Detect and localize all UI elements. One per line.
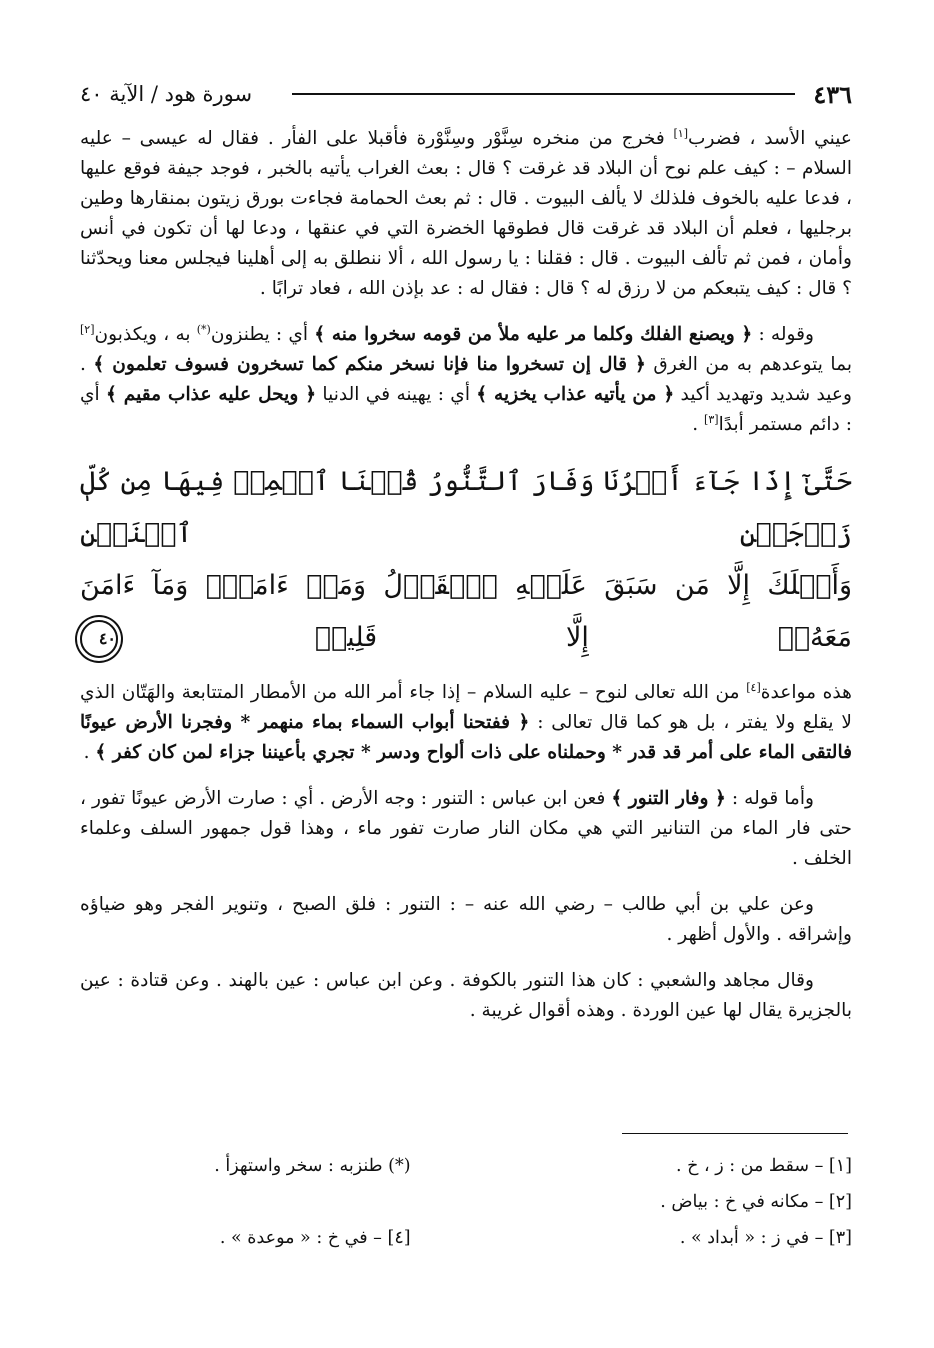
quran-quote: ﴿ وفار التنور ﴾ [611, 788, 726, 809]
footnote-4: [٤] – في خ : « موعدة » . [219, 1228, 411, 1248]
text-run: أي : يطنزون [210, 324, 315, 345]
paragraph [80, 678, 852, 768]
footnote-marker: [٤] [746, 680, 761, 694]
text-run: بما يتوعدهم به من الغرق [645, 354, 853, 375]
text-run: وقوله : [752, 324, 814, 345]
footnote-2: [٢] – مكانه في خ : بياض . [660, 1192, 852, 1212]
footnote-marker: (*) [196, 322, 211, 336]
running-head [80, 76, 852, 112]
quran-quote: ﴿ من يأتيه عذاب يخزيه ﴾ [476, 384, 675, 405]
footnotes [80, 1148, 852, 1256]
surah-reference: سورة هود / الآية ٤٠ [80, 82, 253, 106]
quran-quote: ﴿ ويحل عليه عذاب مقيم ﴾ [106, 384, 317, 405]
verse-line-2-text: وَأَهۡلَكَ إِلَّا مَن سَبَقَ عَلَيۡهِ ٱلۡقَوۡلُ وَمَنۡ ءَامَنَۚ وَمَآ ءَامَنَ مَعَهُۥٓ إِلَّا قَلِيلٞ [80, 570, 852, 653]
text-run: . وعيد شديد وتهديد أكيد [80, 354, 852, 405]
text-run: به ، ويكذبون [94, 324, 197, 345]
text-run: أي : يهينه في الدنيا [316, 384, 477, 405]
text-run: . [692, 414, 705, 435]
footnote-star: (*) طنزبه : سخر واستهزأ . [214, 1156, 411, 1176]
quran-quote: ﴿ ففتحنا أبواب السماء بماء منهمر * وفجرنا الأرض عيونًا فالتقى الماء على أمر قد قدر * وحملناه على ذات ألواح ودسر * تجري بأعيننا جزاء لمن كان كفر ﴾ [80, 712, 852, 763]
text-run: وعن علي بن أبي طالب – رضي الله عنه – : التنور : فلق الصبح ، وتنوير الفجر وهو ضياؤه وإشراقه . والأول أظهر . [80, 894, 852, 945]
footnote-row [80, 1220, 852, 1256]
footnote-3: [٣] – في ز : « أبداد » . [679, 1228, 852, 1248]
paragraph [80, 784, 852, 874]
paragraph [80, 320, 852, 440]
quran-quote: ﴿ قال إن تسخروا منا فإنا نسخر منكم كما تسخرون فسوف تعلمون ﴾ [93, 354, 646, 375]
paragraph [80, 124, 852, 304]
text-run: هذه مواعدة [760, 682, 852, 703]
verse-line-2 [80, 560, 852, 664]
footnote-marker: [٢] [80, 322, 95, 336]
text-run: فخرج من منخره سِنَّوْر وسِنَّوْرة فأقبلا على الفأر . فقال له عيسى – عليه السلام – : كيف علم نوح أن البلاد قد غرقت ؟ قال : بعث الغراب يأتيه بالخبر ، فوجد جيفة فوقع عليها ، فدعا عليه بالخوف فلذلك لا يألف البيوت . قال : ثم بعث الحمامة فجاءت بورق زيتون بمنقارها وطين برجليها ، فعلم أن البلاد قد غرقت قال فطوقها الخضرة التي في عنقها ، ودعا لها أن تكون في أنس وأمان ، فمن ثم تألف البيوت . قال : فقلنا : يا رسول الله ، ألا ننطلق به إلى أهلينا فيجلس معنا ويحدّثنا ؟ قال : كيف يتبعكم من لا رزق له ؟ قال : فقال له : عد بإذن الله ، فعاد ترابًا . [80, 128, 852, 299]
page-body [80, 124, 852, 1042]
quran-verse [80, 456, 852, 664]
text-run: وقال مجاهد والشعبي : كان هذا التنور بالكوفة . وعن ابن عباس : عين بالهند . وعن قتادة : عين بالجزيرة يقال لها عين الوردة . وهذه أقوال غريبة . [80, 970, 852, 1021]
text-run: أي : دائم مستمر أبدًا [80, 384, 852, 435]
paragraph [80, 966, 852, 1026]
footnote-row [80, 1184, 852, 1220]
text-run: عيني الأسد ، فضرب [688, 128, 852, 149]
quran-quote: ﴿ ويصنع الفلك وكلما مر عليه ملأ من قومه سخروا منه ﴾ [314, 324, 753, 345]
text-run: فعن ابن عباس : التنور : وجه الأرض . أي : صارت الأرض عيونًا تفور ، حتى فار الماء من التنانير التي هي مكان النار صارت تفور ماء ، وهذا قول جمهور السلف وعلماء الخلف . [80, 788, 852, 869]
text-run: . [83, 742, 96, 763]
ayah-number-marker: ٤٠ [80, 620, 118, 658]
footnote-1: [١] – سقط من : ز ، خ . [676, 1156, 852, 1176]
header-rule [292, 93, 795, 95]
footnote-separator [622, 1133, 848, 1134]
verse-line-1: حَتَّىٰٓ إِذَا جَآءَ أَمۡرُنَا وَفَارَ ٱلتَّنُّورُ قُلۡنَا ٱحۡمِلۡ فِيهَا مِن كُلّٖ زَوۡجَيۡنِ ٱثۡنَيۡنِ [80, 466, 852, 549]
footnote-marker: [٣] [704, 412, 719, 426]
paragraph [80, 890, 852, 950]
footnote-marker: [١] [673, 126, 688, 140]
page-number: ٤٣٦ [813, 79, 852, 109]
footnote-row [80, 1148, 852, 1184]
text-run: من الله تعالى لنوح – عليه السلام – إذا جاء أمر الله من الأمطار المتتابعة والهَتّان الذي لا يقلع ولا يفتر ، بل هو كما قال تعالى : [80, 682, 852, 733]
text-run: وأما قوله : [725, 788, 814, 809]
